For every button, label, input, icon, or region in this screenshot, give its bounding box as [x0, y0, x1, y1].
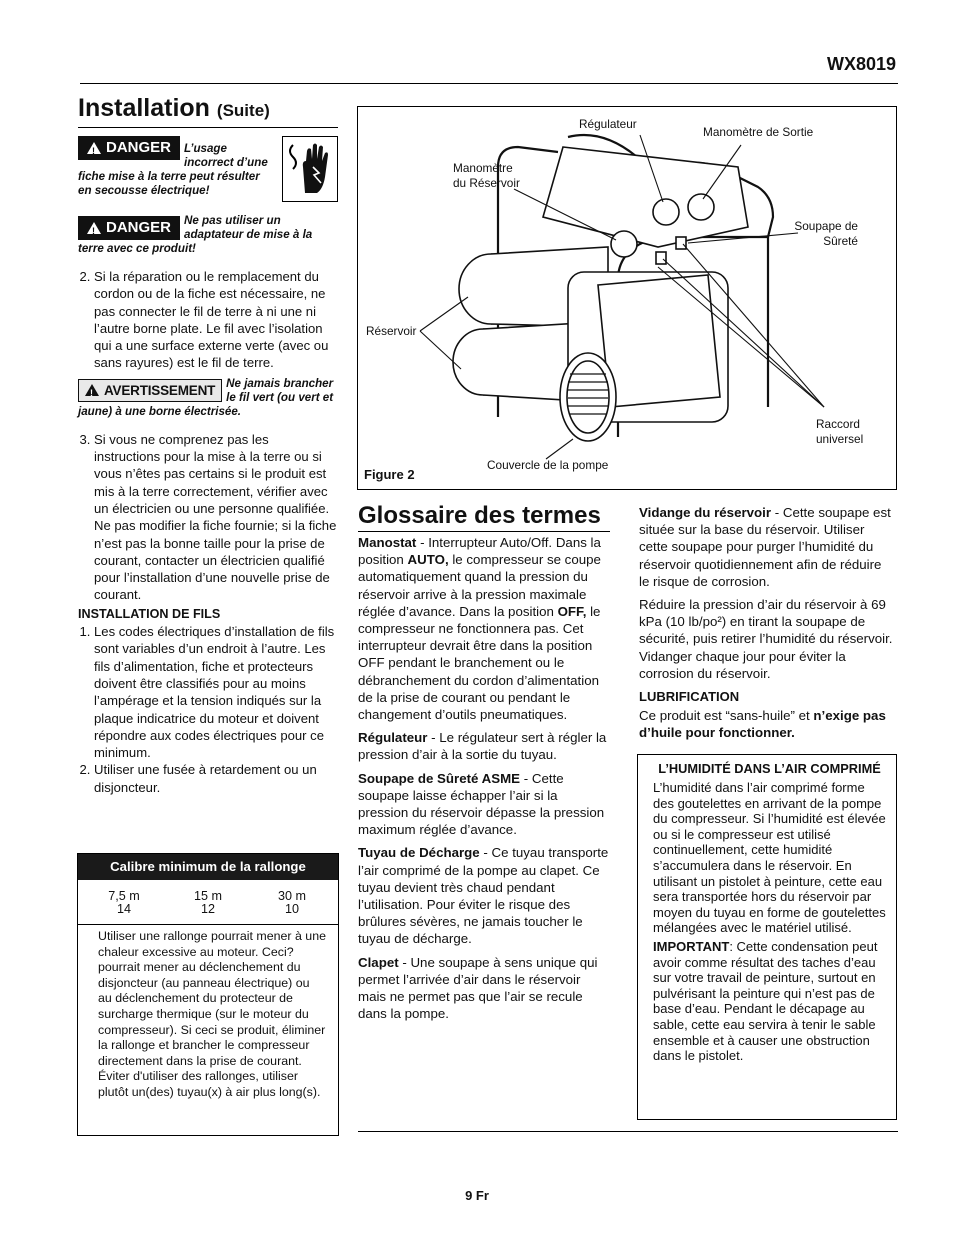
grounding-list-a	[78, 268, 338, 372]
note-text: L’humidité dans l’air comprimé forme des goutelettes en arrivant de la pompe du compresseur. Si l’humidité est élevée ou si le compresseur est utilisé continuellement, cette humidité s’accumulera dans le réservoir. En utilisant un pistolet à peinture, cette eau sera transportée hors du réservoir par moyen du tuyau en forme de goutelettes mélangées avec le matériel utilisé.	[653, 780, 886, 936]
glossary-drain: Vidange du réservoir - Cette soupape est située sur la base du réservoir. Utiliser cette soupape pour purger l’humidité du réservoir quotidiennement afin de réduire le risque de corrosion.	[639, 505, 891, 589]
danger-text-2: Ne pas utiliser un adaptateur de mise à la terre avec ce produit!	[78, 214, 313, 255]
label-outlet-gauge: Manomètre de Sortie	[703, 125, 814, 139]
lubrication-heading: LUBRIFICATION	[639, 689, 740, 705]
danger-label: ! DANGER	[78, 216, 180, 240]
label-tank: Réservoir	[366, 324, 417, 338]
glossary-safety-valve: Soupape de Sûreté ASME - Cette soupape laisse échapper l’air si la pression du réservoir dépasse la pression maximum réglée d’avance.	[358, 770, 605, 838]
glossary-column	[358, 501, 610, 1028]
glossary-hose: Tuyau de Décharge - Ce tuyau transporte l’air comprimé de la pompe au clapet. Ce tuyau devient très chaud pendant l’utilisation. Pour éviter le risque des brûlures sévères, ne jamais toucher le tuyau de décharge.	[358, 845, 609, 947]
warning-triangle-icon	[87, 142, 101, 154]
danger-text-1: L’usage incorrect d’une fiche mise à la terre peut résulter en secousse électrique!	[78, 142, 268, 197]
table-header: Calibre minimum de la rallonge	[78, 854, 338, 880]
note-title: L’HUMIDITÉ DANS L’AIR COMPRIMÉ	[658, 761, 881, 776]
label-coupler: Raccord universel	[816, 417, 864, 446]
table-note: Utiliser une rallonge pourrait mener à une chaleur excessive au moteur. Ceci?pourrait mener au déclenchement du disjoncteur (au panneau électrique) ou au déclenchement du protecteur de surcharge thermique (sur le moteur du compresseur). Si ceci se produit, éliminer la rallonge et brancher le compresseur directement dans la prise de courant. Éviter d'utiliser des rallonges, utiliser plutôt un(des) tuyau(x) à air plus long(s).	[98, 929, 326, 1099]
glossary-drain-note: Réduire la pression d’air du réservoir à 69 kPa (10 lb/po²) en tirant la soupape de sécurité, puis retirer l’humidité du réservoir. Vidanger chaque jour pour éviter la corrosion du réservoir.	[639, 597, 893, 681]
installation-title: Installation (Suite)	[78, 94, 270, 122]
label-pump-cover: Couvercle de la pompe	[487, 458, 609, 472]
label-safety-valve: Soupape de Sûreté	[794, 219, 858, 248]
table-cell: 15 m 12	[194, 889, 222, 916]
title-rule	[78, 127, 338, 128]
label-tank-gauge: Manomètre du Réservoir	[453, 161, 520, 190]
compressor-figure	[357, 106, 897, 490]
glossary-title: Glossaire des termes	[358, 502, 601, 529]
danger-label: ! DANGER	[78, 136, 180, 160]
header-rule	[80, 83, 898, 84]
glossary-manostat: Manostat - Interrupteur Auto/Off. Dans la position AUTO, le compresseur se coupe automatiquement quand la pression du réservoir arrive à la pression maximale réglée d’avance. Dans la position OFF, le compresseur ne fonctionnera pas. Cet interrupteur devrait être dans la position OFF pendant le branchement ou le débranchement du cordon d’alimentation de la prise de courant ou pendant le changement d’outils pneumatiques.	[358, 535, 601, 723]
lubrication-text: Ce produit est “sans-huile” et n’exige pas d’huile pour fonctionner.	[639, 708, 886, 741]
model-number: WX8019	[826, 54, 896, 74]
list-item: 1. Les codes électriques d’installation de fils sont variables d’un endroit à l’autre. Les fils d’alimentation, fiche et protecteurs doivent être classifiés pour au moins l’ampérage et la tension indiqués sur la plaque indicatrice du moteur et doivent répondre aux codes électriques pour ce minimum.	[94, 623, 338, 761]
title-suffix: (Suite)	[216, 101, 270, 120]
avertissement-warning	[78, 377, 338, 419]
danger-warning-1	[78, 136, 338, 202]
cord-gauge-table	[77, 853, 339, 1136]
glossary-column-right	[639, 504, 894, 748]
glossary-check-valve: Clapet - Une soupape à sens unique qui permet l’arrivée d’air dans le réservoir mais ne permet pas que l’air se recule dans la pompe.	[358, 954, 598, 1022]
warning-triangle-icon	[85, 384, 99, 396]
figure-caption: Figure 2	[364, 467, 415, 482]
glossary-regulator: Régulateur - Le régulateur sert à régler la pression d’air à la sortie du tuyau.	[358, 730, 607, 763]
warning-triangle-icon	[87, 222, 101, 234]
electric-shock-hand-icon	[282, 136, 338, 202]
list-item: 3. Si vous ne comprenez pas les instructions pour la mise à la terre ou si vous n’êtes pas certains si le produit est mis à la terre correctement, vérifier avec un électricien ou une personne qualifiée. Ne pas modifier la fiche fournie; si la fiche n’est pas la bonne taille pour la prise de courant, contacter un électricien qualifié pour l’installation d’une nouvelle prise de courant.	[94, 431, 338, 604]
glossary-rule	[358, 531, 610, 532]
list-item: 2. Utiliser une fusée à retardement ou un disjoncteur.	[94, 761, 338, 796]
table-cell: 7,5 m 14	[108, 889, 140, 916]
list-item: 2. Si la réparation ou le remplacement du cordon ou de la fiche est nécessaire, ne pas connecter le fil de terre à ni une ni l’autre borne plate. Le fil avec l’isolation qui a une surface externe verte (avec ou sans rayures) est le fil de terre.	[94, 268, 338, 372]
wire-heading: INSTALLATION DE FILS	[78, 606, 221, 621]
moisture-note-box	[637, 754, 897, 1120]
danger-warning-2	[78, 214, 338, 256]
warning-label: ! AVERTISSEMENT	[78, 379, 222, 402]
footer-rule	[358, 1131, 898, 1132]
grounding-list-b	[78, 431, 338, 604]
wire-list	[78, 623, 338, 796]
label-regulator: Régulateur	[579, 117, 637, 131]
warning-text: Ne jamais brancher le fil vert (ou vert et jaune) à une borne électrisée.	[78, 376, 334, 418]
installation-column	[78, 93, 338, 796]
table-cell: 30 m 10	[278, 889, 306, 916]
note-important: IMPORTANT: Cette condensation peut avoir comme résultat des taches d’eau sur votre travail de peinture, surtout en pulvérisant la peinture qui n’est pas de base d’eau. Pendant le décapage au sable, cette eau servira à tenir le sable ensemble et à causer une obstruction dans le pistolet.	[653, 938, 878, 1064]
table-row	[78, 880, 338, 917]
page-number: 9 Fr	[465, 1188, 489, 1203]
